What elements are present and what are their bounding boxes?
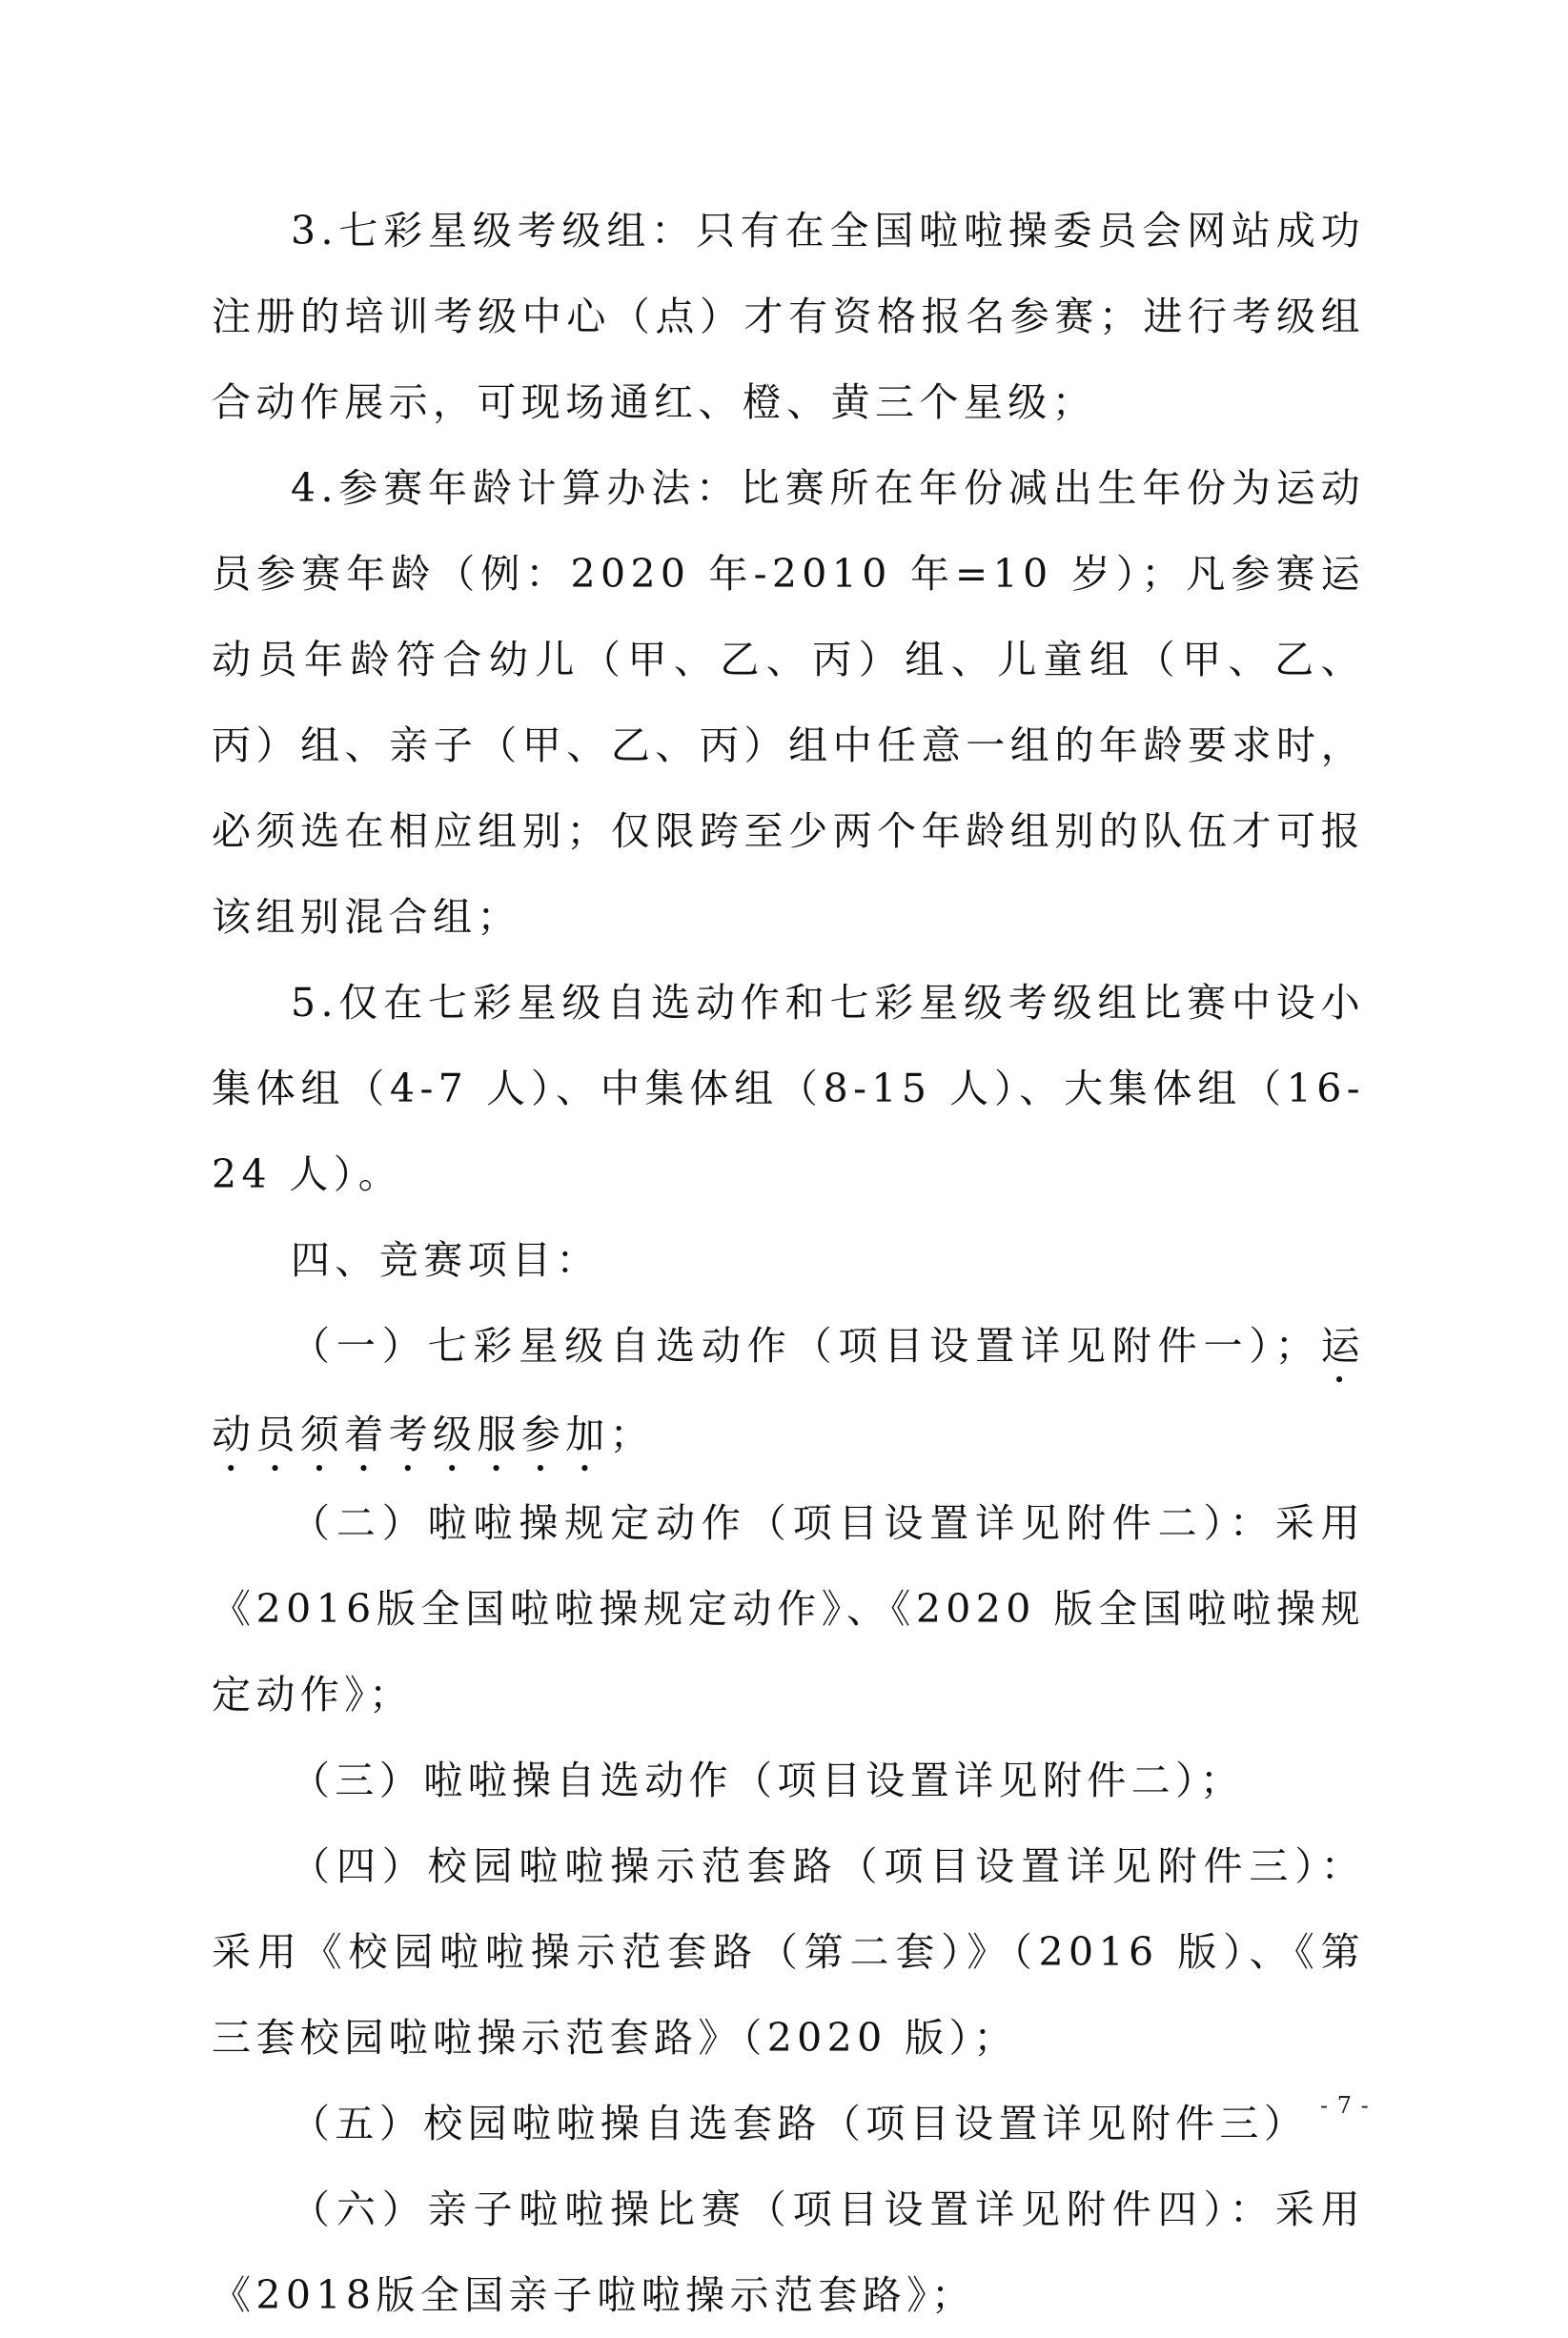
event-item-1-text: （一）七彩星级自选动作（项目设置详见附件一）；	[291, 1323, 1320, 1369]
page-number: - 7 -	[1320, 2092, 1370, 2119]
event-item-1	[212, 1303, 1365, 1480]
paragraph-age-calculation: 4.参赛年龄计算办法：比赛所在年份减出生年份为运动员参赛年龄（例：2020 年-2010 年=10 岁）；凡参赛运动员年龄符合幼儿（甲、乙、丙）组、儿童组（甲、乙、丙）组、亲子（甲、乙、丙）组中任意一组的年龄要求时，必须选在相应组别；仅限跨至少两个年龄组别的队伍才可报该组别混合组；	[212, 465, 1365, 940]
event-item-2: （二）啦啦操规定动作（项目设置详见附件二）：采用《2016版全国啦啦操规定动作》、《2020 版全国啦啦操规定动作》；	[212, 1500, 1365, 1718]
paragraph-star-exam-group: 3.七彩星级考级组：只有在全国啦啦操委员会网站成功注册的培训考级中心（点）才有资格报名参赛；进行考级组合动作展示，可现场通红、橙、黄三个星级；	[212, 208, 1365, 425]
event-item-1-suffix: ；	[609, 1412, 655, 1457]
event-item-5: （五）校园啦啦操自选套路（项目设置详见附件三）	[291, 2101, 1309, 2146]
event-item-3: （三）啦啦操自选动作（项目设置详见附件二）；	[291, 1758, 1245, 1803]
event-item-6: （六）亲子啦啦操比赛（项目设置详见附件四）：采用《2018版全国亲子啦啦操示范套路》；	[212, 2186, 1365, 2318]
event-item-4: （四）校园啦啦操示范套路（项目设置详见附件三）：采用《校园啦啦操示范套路（第二套）》（2016 版）、《第三套校园啦啦操示范套路》（2020 版）；	[212, 1843, 1365, 2061]
section-heading-competition-events: 四、竞赛项目：	[291, 1237, 601, 1283]
paragraph-group-sizes: 5.仅在七彩星级自选动作和七彩星级考级组比赛中设小集体组（4-7 人）、中集体组（8-15 人）、大集体组（16-24 人）。	[212, 980, 1365, 1197]
event-item-1-emphasis: 运动员须着考级服参加	[212, 1323, 1365, 1457]
document-body	[212, 188, 1365, 2338]
